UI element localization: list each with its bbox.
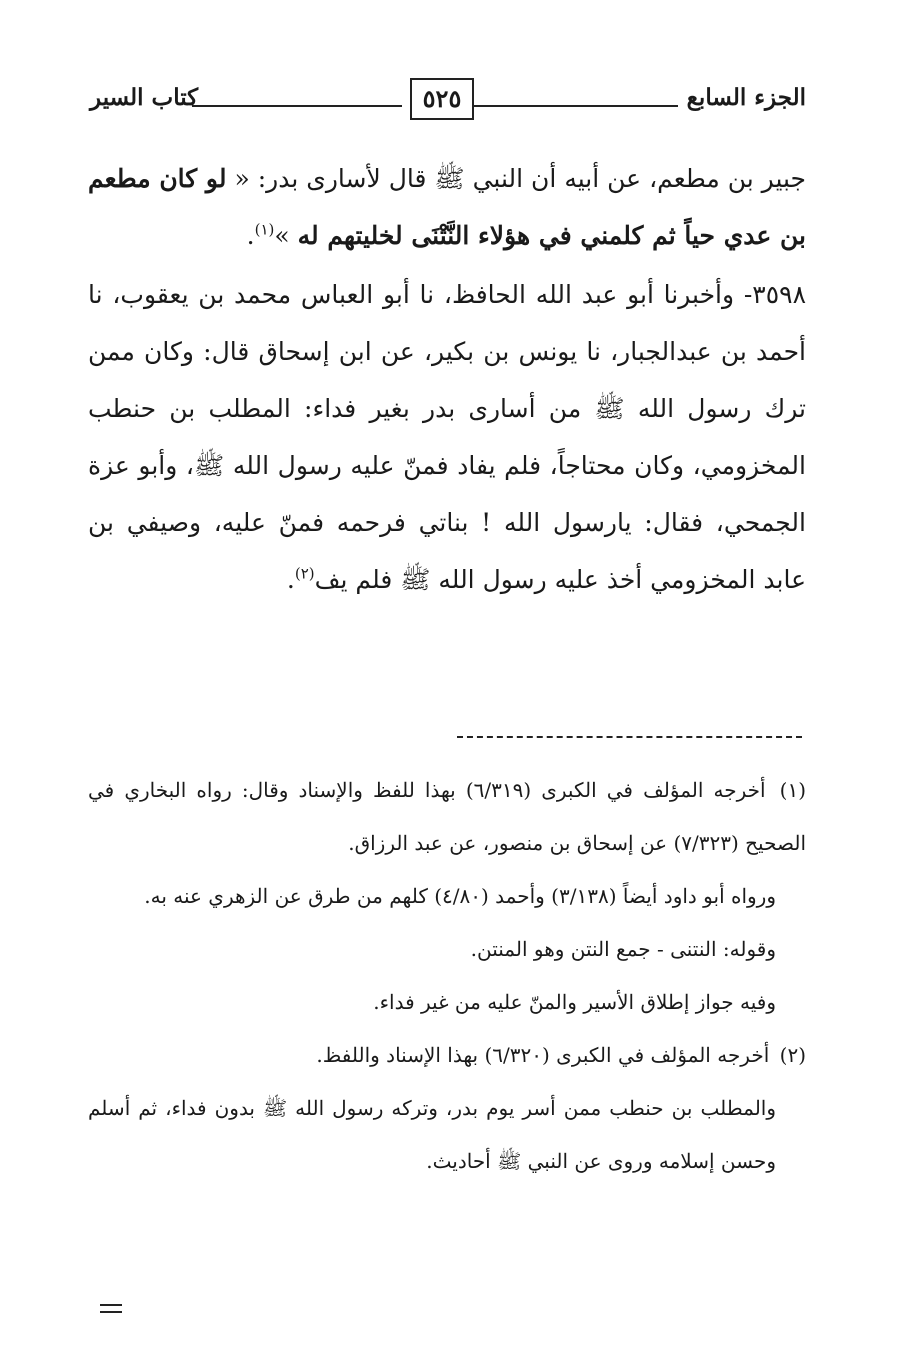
footnote-1-text-c: وقوله: النتنى - جمع النتن وهو المنتن. [470, 937, 776, 961]
footnote-ref-1: (١) [254, 220, 275, 239]
header-rule-right [473, 105, 678, 107]
paragraph-2: ٣٥٩٨- وأخبرنا أبو عبد الله الحافظ، نا أبو العباس محمد بن يعقوب، نا أحمد بن عبدالجبار، نا يونس بن بكير، عن ابن إسحاق قال: وكان ممن ترك رسول الله ﷺ من أسارى بدر بغير فداء: المطلب بن حنطب المخزومي، وكان محتاجاً، فلم يفاد فمنّ عليه رسول الله ﷺ، وأبو عزة الجمحي، فقال: يارسول الله ! بناتي فرحمه فمنّ عليه، وصيفي بن عابد المخزومي أخذ عليه رسول الله ﷺ فلم يف$^{(٢)}$. [88, 280, 806, 594]
main-text [88, 150, 806, 608]
header-rule-left [192, 105, 402, 107]
footnote-1-mark: (١) [779, 778, 807, 802]
p1-normal-text: جبير بن مطعم، عن أبيه أن النبي ﷺ قال لأسارى بدر: « [234, 164, 807, 193]
continuation-line-2 [100, 1311, 122, 1313]
footnote-2-mark: (٢) [779, 1043, 806, 1067]
footnote-1-line [88, 764, 806, 870]
volume-title: الجزء السابع [686, 84, 806, 111]
footnote-1-text-d: وفيه جواز إطلاق الأسير والمنّ عليه من غير فداء. [373, 990, 776, 1014]
footnote-2-text-b: والمطلب بن حنطب ممن أسر يوم بدر، وتركه رسول الله ﷺ بدون فداء، ثم أسلم وحسن إسلامه وروى عن النبي ﷺ أحاديث. [88, 1096, 776, 1173]
footnote-2-text-a: أخرجه المؤلف في الكبرى (٦/٣٢٠) بهذا الإسناد واللفظ. [316, 1043, 770, 1067]
book-title: كتاب السير [90, 84, 199, 111]
footnotes [88, 764, 806, 1188]
running-header [90, 78, 806, 128]
paragraph-1: جبير بن مطعم، عن أبيه أن النبي ﷺ قال لأسارى بدر: « لو كان مطعم بن عدي حياً ثم كلمني في هؤلاء النَّتْنَى لخليتهم له »$^{(١)}$. [88, 164, 807, 250]
continuation-mark [100, 1304, 122, 1318]
footnote-ref-2: (٢) [294, 564, 315, 583]
p1-bold-quote: لو كان مطعم بن عدي حياً ثم كلمني في هؤلاء النَّتْنَى لخليتهم له [88, 164, 806, 250]
p2-text: ٣٥٩٨- وأخبرنا أبو عبد الله الحافظ، نا أبو العباس محمد بن يعقوب، نا أحمد بن عبدالجبار، نا يونس بن بكير، عن ابن إسحاق قال: وكان ممن ترك رسول الله ﷺ من أسارى بدر بغير فداء: المطلب بن حنطب المخزومي، وكان محتاجاً، فلم يفاد فمنّ عليه رسول الله ﷺ، وأبو عزة الجمحي، فقال: يارسول الله ! بناتي فرحمه فمنّ عليه، وصيفي بن عابد المخزومي أخذ عليه رسول الله ﷺ فلم يف [88, 280, 806, 594]
footnote-2-line [88, 1029, 806, 1082]
footnote-separator [457, 736, 802, 738]
page-number: ٥٢٥ [410, 78, 474, 120]
footnote-1-text-b: ورواه أبو داود أيضاً (٣/١٣٨) وأحمد (٤/٨٠) كلهم من طرق عن الزهري عنه به. [144, 884, 776, 908]
p1-close-quote: » [274, 221, 290, 250]
continuation-line-1 [100, 1304, 122, 1306]
footnote-1-text-a: أخرجه المؤلف في الكبرى (٦/٣١٩) بهذا للفظ والإسناد وقال: رواه البخاري في الصحيح (٧/٣٢٣) عن إسحاق بن منصور، عن عبد الرزاق. [88, 778, 806, 855]
